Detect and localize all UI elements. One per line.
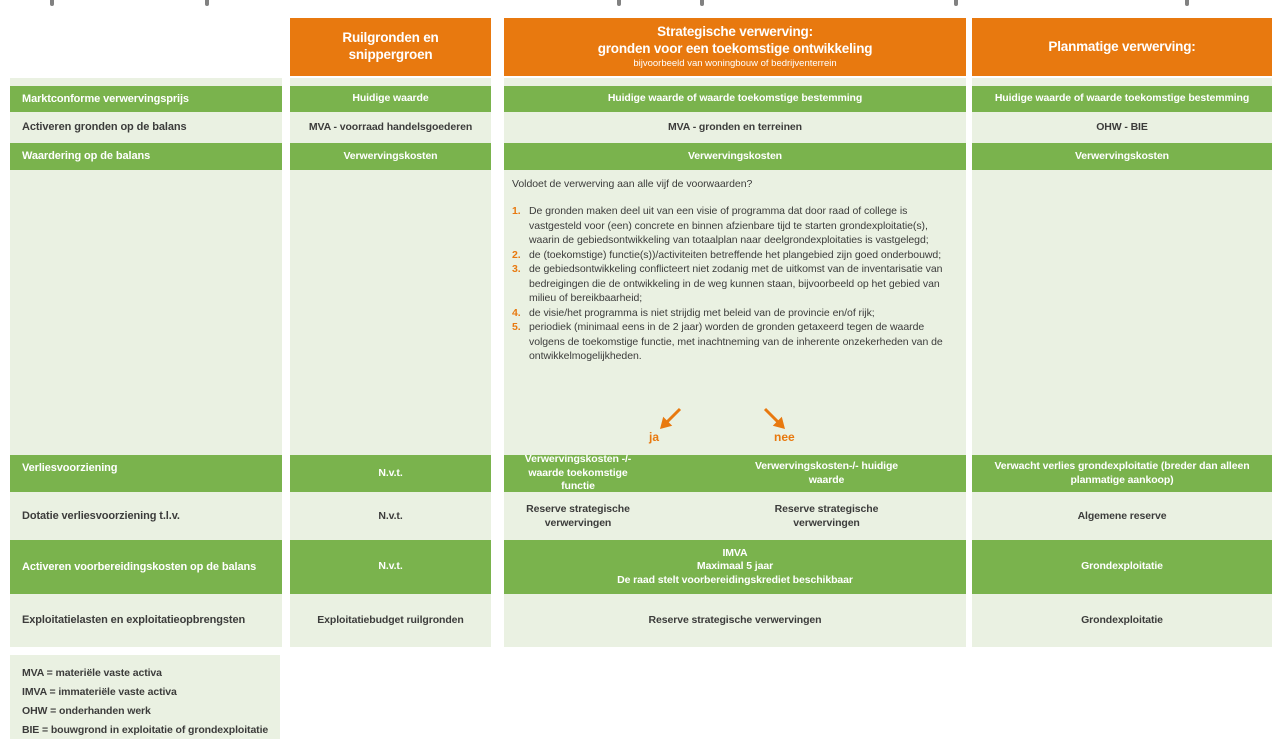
- header-ruilgronden-line2: snippergroen: [348, 47, 433, 62]
- condition-item-4: de visie/het programma is niet strijdig met beleid van de provincie en/of rijk;: [529, 306, 875, 319]
- row-label-exploitatielasten: Exploitatielasten en exploitatieopbrengsten: [22, 614, 246, 627]
- row-label-dotatie: Dotatie verliesvoorziening t.l.v.: [22, 509, 180, 522]
- header-strategische-verwerving: [504, 18, 966, 76]
- cell-strategisch-verliesvoorziening-ja: Verwervingskosten -/- waarde toekomstige functie: [524, 453, 632, 493]
- cell-ruilgronden-verwervingsprijs: Huidige waarde: [290, 86, 491, 112]
- ja-arrow-icon: [657, 406, 683, 432]
- cell-planmatig-dotatie: Algemene reserve: [1077, 509, 1167, 522]
- cell-strategisch-verwervingsprijs: Huidige waarde of waarde toekomstige bestemming: [504, 86, 966, 112]
- nee-arrow-icon: [762, 406, 788, 432]
- cell-ruilgronden-activeren: MVA - voorraad handelsgoederen: [308, 121, 473, 134]
- conditions-list: [512, 204, 944, 363]
- cell-ruilgronden-exploitatielasten: Exploitatiebudget ruilgronden: [317, 614, 464, 627]
- legend-line-ohw: OHW = onderhanden werk: [22, 705, 151, 717]
- row-label-marktconforme-verwervingsprijs: Marktconforme verwervingsprijs: [10, 86, 282, 112]
- cell-planmatig-waardering: Verwervingskosten: [972, 143, 1272, 170]
- conditions-question: Voldoet de verwerving aan alle vijf de voorwaarden?: [512, 178, 753, 190]
- row-label-verliesvoorziening: Verliesvoorziening: [10, 455, 282, 492]
- condition-item-2: de (toekomstige) functie(s))/activiteiten betreffende het plangebied zijn goed onderbouwd;: [529, 248, 942, 261]
- header-planmatig-line1: Planmatige verwerving:: [1048, 38, 1196, 54]
- cell-planmatig-exploitatielasten: Grondexploitatie: [1081, 614, 1163, 627]
- cell-strategisch-verliesvoorziening-nee: Verwervingskosten-/- huidige waarde: [754, 459, 899, 486]
- header-ruilgronden: [290, 18, 491, 76]
- header-ruilgronden-line1: Ruilgronden en: [342, 30, 439, 46]
- cell-strategisch-dotatie-nee: Reserve strategische verwervingen: [774, 502, 879, 529]
- clipped-glyph-fragment: [954, 0, 958, 6]
- clipped-glyph-fragment: [700, 0, 704, 6]
- header-strategisch-subtitle: bijvoorbeeld van woningbouw of bedrijventerrein: [633, 58, 837, 70]
- abbreviation-legend: [10, 655, 280, 739]
- cell-planmatig-verliesvoorziening: Verwacht verlies grondexploitatie (breder dan alleen planmatige aankoop): [972, 455, 1272, 492]
- cell-planmatig-activeren: OHW - BIE: [1096, 121, 1148, 134]
- header-strategisch-line1: Strategische verwerving:: [657, 23, 813, 39]
- clipped-glyph-fragment: [50, 0, 54, 6]
- cell-strategisch-dotatie-ja: Reserve strategische verwervingen: [526, 502, 630, 529]
- cell-planmatig-voorbereidingskosten: Grondexploitatie: [972, 540, 1272, 594]
- clipped-glyph-fragment: [1185, 0, 1189, 6]
- ja-label: ja: [649, 430, 660, 444]
- header-planmatige-verwerving: [972, 18, 1272, 76]
- cell-ruilgronden-waardering: Verwervingskosten: [290, 143, 491, 170]
- imva-line1: IMVA: [722, 546, 748, 559]
- legend-line-bie: BIE = bouwgrond in exploitatie of grondexploitatie: [22, 724, 269, 736]
- cell-strategisch-voorbereidingskosten: [504, 540, 966, 594]
- cell-planmatig-verwervingsprijs: Huidige waarde of waarde toekomstige bestemming: [972, 86, 1272, 112]
- row-label-voorbereidingskosten: Activeren voorbereidingskosten op de balans: [10, 540, 282, 594]
- nee-label: nee: [774, 430, 795, 444]
- condition-item-1: De gronden maken deel uit van een visie of programma dat door raad of college is vastgesteld voor (een) concrete en binnen afzienbare tijd te starten grondexploitatie(s), waarin de gebiedsontwikkeling van totaalplan naar deelgrondexploitaties is vastgelegd;: [529, 205, 929, 247]
- cell-ruilgronden-verliesvoorziening: N.v.t.: [290, 455, 491, 492]
- cell-ruilgronden-voorbereidingskosten: N.v.t.: [290, 540, 491, 594]
- row-label-activeren-gronden: Activeren gronden op de balans: [22, 121, 187, 134]
- clipped-glyph-fragment: [205, 0, 209, 6]
- cell-strategisch-activeren: MVA - gronden en terreinen: [668, 121, 802, 134]
- cell-ruilgronden-dotatie: N.v.t.: [378, 509, 403, 522]
- row-label-waardering: Waardering op de balans: [10, 143, 282, 170]
- legend-line-mva: MVA = materiële vaste activa: [22, 667, 162, 679]
- condition-item-5: periodiek (minimaal eens in de 2 jaar) worden de gronden getaxeerd tegen de waarde volgens de toekomstige functie, met inachtneming van de inherente onzekerheden van de ontwikkelmogelijkheden.: [529, 321, 943, 363]
- imva-line3: De raad stelt voorbereidingskrediet beschikbaar: [617, 573, 853, 586]
- imva-line2: Maximaal 5 jaar: [696, 560, 774, 573]
- legend-line-imva: IMVA = immateriële vaste activa: [22, 686, 177, 698]
- condition-item-3: de gebiedsontwikkeling conflicteert niet zodanig met de uitkomst van de inventarisatie van bedreigingen die de ontwikkeling in de weg kunnen staan, bijvoorbeeld op het gebied van milieu of bereikbaarheid;: [529, 263, 943, 305]
- header-strategisch-line2: gronden voor een toekomstige ontwikkeling: [597, 40, 873, 56]
- cell-strategisch-waardering: Verwervingskosten: [504, 143, 966, 170]
- clipped-glyph-fragment: [617, 0, 621, 6]
- conditions-block: [512, 177, 944, 364]
- cell-strategisch-exploitatielasten: Reserve strategische verwervingen: [648, 614, 822, 627]
